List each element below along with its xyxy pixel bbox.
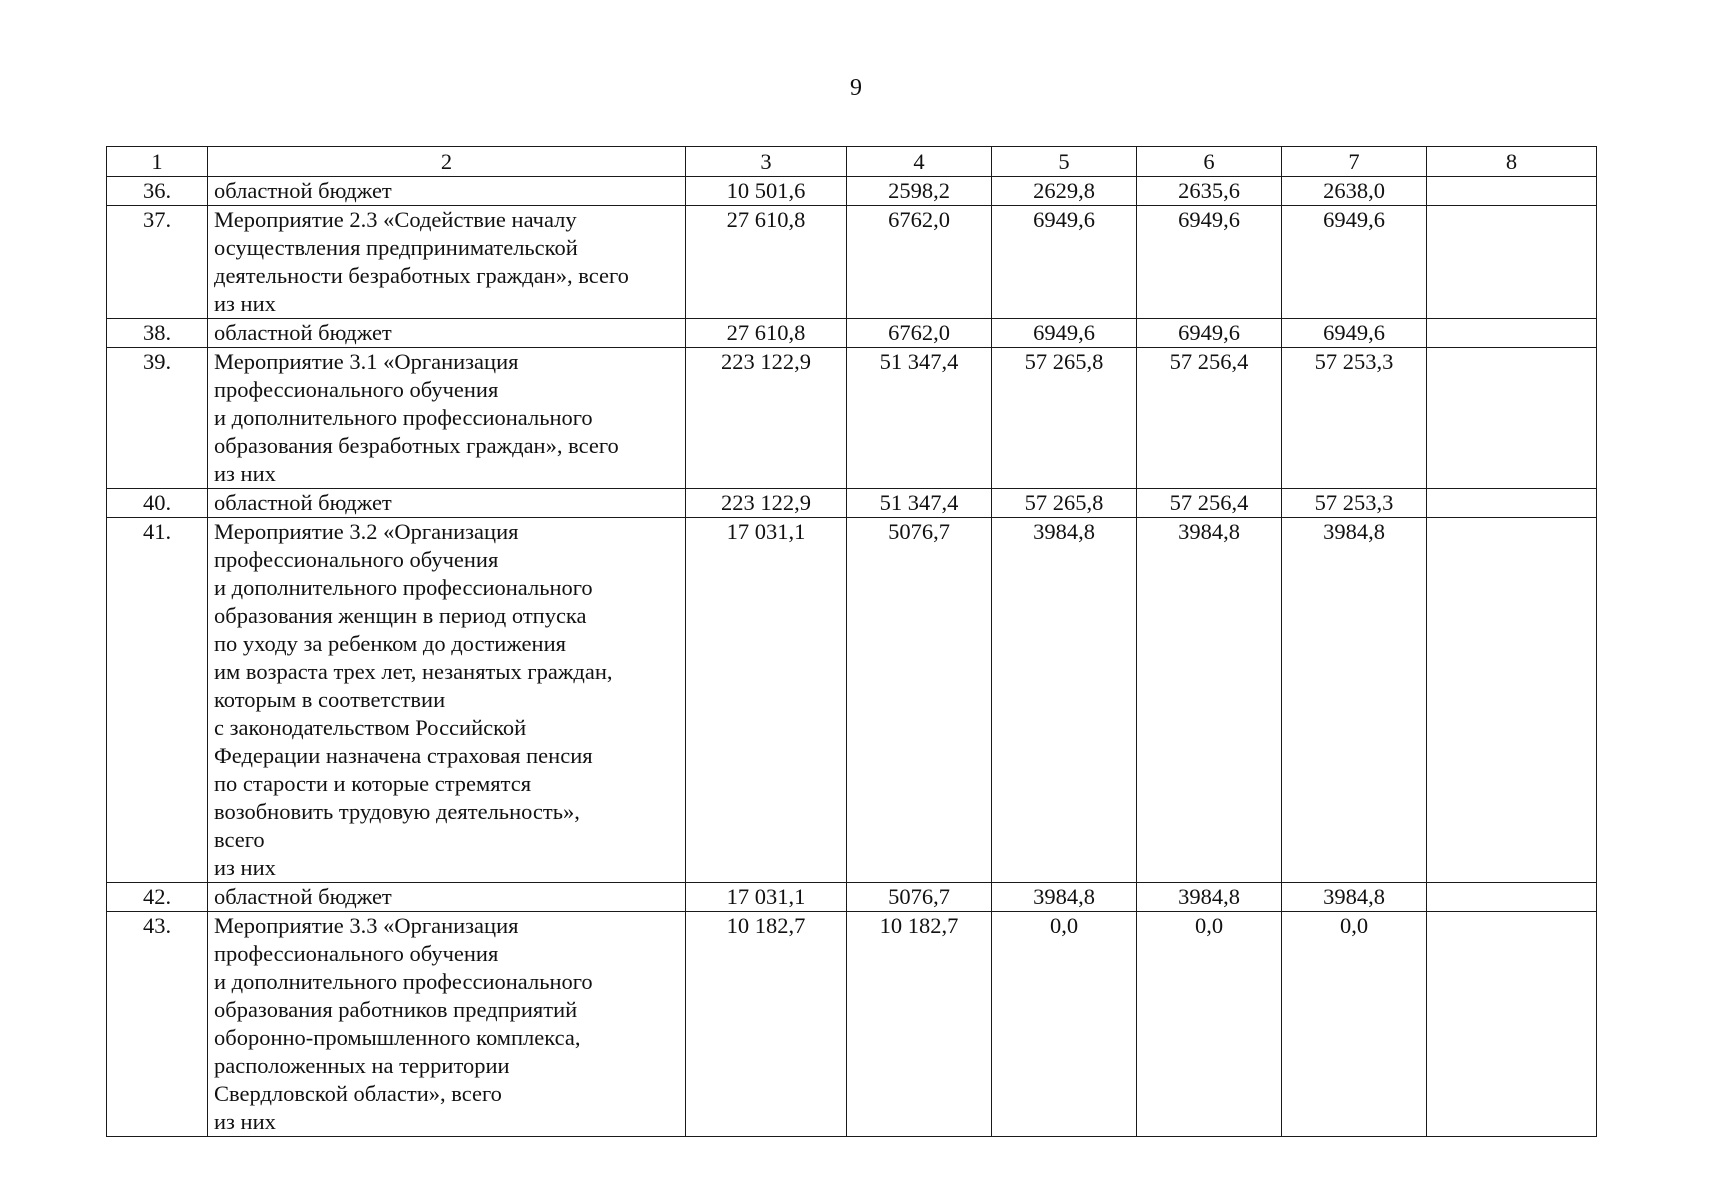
header-row bbox=[107, 147, 1597, 177]
value-cell-col-3: 17 031,1 bbox=[686, 883, 847, 912]
value-cell-col-6: 2635,6 bbox=[1137, 177, 1282, 206]
value-cell-col-6: 57 256,4 bbox=[1137, 489, 1282, 518]
value-cell-col-5: 3984,8 bbox=[992, 518, 1137, 883]
value-cell-col-8 bbox=[1427, 912, 1597, 1137]
value-cell-col-3: 223 122,9 bbox=[686, 489, 847, 518]
value-cell-col-4: 6762,0 bbox=[847, 206, 992, 319]
item-name-line: по уходу за ребенком до достижения bbox=[214, 631, 566, 656]
item-name-line: образования безработных граждан», всего bbox=[214, 433, 619, 458]
value-cell-col-7: 2638,0 bbox=[1282, 177, 1427, 206]
row-number-cell: 40. bbox=[107, 489, 208, 518]
item-name-cell bbox=[208, 489, 686, 518]
value-cell-col-5: 6949,6 bbox=[992, 319, 1137, 348]
item-name-line: Мероприятие 3.2 «Организация bbox=[214, 519, 519, 544]
item-name-cell bbox=[208, 319, 686, 348]
value-cell-col-3: 27 610,8 bbox=[686, 319, 847, 348]
item-name-line: которым в соответствии bbox=[214, 687, 446, 712]
item-name-line: образования женщин в период отпуска bbox=[214, 603, 587, 628]
item-name-line: из них bbox=[214, 1109, 276, 1134]
value-cell-col-6: 3984,8 bbox=[1137, 883, 1282, 912]
table-row bbox=[107, 912, 1597, 1137]
value-cell-col-6: 57 256,4 bbox=[1137, 348, 1282, 489]
value-cell-col-4: 10 182,7 bbox=[847, 912, 992, 1137]
item-name-line: из них bbox=[214, 461, 276, 486]
value-cell-col-5: 57 265,8 bbox=[992, 489, 1137, 518]
table-row bbox=[107, 518, 1597, 883]
column-header: 6 bbox=[1137, 147, 1282, 177]
item-name-line: областной бюджет bbox=[214, 490, 392, 515]
value-cell-col-4: 6762,0 bbox=[847, 319, 992, 348]
value-cell-col-7: 57 253,3 bbox=[1282, 489, 1427, 518]
value-cell-col-5: 6949,6 bbox=[992, 206, 1137, 319]
value-cell-col-4: 51 347,4 bbox=[847, 348, 992, 489]
row-number-cell: 37. bbox=[107, 206, 208, 319]
value-cell-col-5: 2629,8 bbox=[992, 177, 1137, 206]
value-cell-col-8 bbox=[1427, 489, 1597, 518]
row-number-cell: 42. bbox=[107, 883, 208, 912]
value-cell-col-3: 17 031,1 bbox=[686, 518, 847, 883]
item-name-line: деятельности безработных граждан», всего bbox=[214, 263, 629, 288]
row-number-cell: 36. bbox=[107, 177, 208, 206]
column-header: 1 bbox=[107, 147, 208, 177]
value-cell-col-7: 6949,6 bbox=[1282, 206, 1427, 319]
item-name-line: оборонно-промышленного комплекса, bbox=[214, 1025, 581, 1050]
value-cell-col-8 bbox=[1427, 177, 1597, 206]
value-cell-col-7: 3984,8 bbox=[1282, 518, 1427, 883]
budget-table bbox=[106, 146, 1597, 1137]
table-body bbox=[107, 177, 1597, 1137]
item-name-line: областной бюджет bbox=[214, 320, 392, 345]
value-cell-col-7: 6949,6 bbox=[1282, 319, 1427, 348]
item-name-cell bbox=[208, 912, 686, 1137]
value-cell-col-7: 3984,8 bbox=[1282, 883, 1427, 912]
column-header: 8 bbox=[1427, 147, 1597, 177]
column-header: 5 bbox=[992, 147, 1137, 177]
value-cell-col-6: 6949,6 bbox=[1137, 319, 1282, 348]
item-name-line: с законодательством Российской bbox=[214, 715, 527, 740]
page-number: 9 bbox=[850, 75, 862, 101]
row-number-cell: 39. bbox=[107, 348, 208, 489]
value-cell-col-4: 2598,2 bbox=[847, 177, 992, 206]
value-cell-col-3: 223 122,9 bbox=[686, 348, 847, 489]
value-cell-col-3: 27 610,8 bbox=[686, 206, 847, 319]
value-cell-col-3: 10 501,6 bbox=[686, 177, 847, 206]
value-cell-col-5: 0,0 bbox=[992, 912, 1137, 1137]
item-name-line: Мероприятие 3.3 «Организация bbox=[214, 913, 519, 938]
column-header: 3 bbox=[686, 147, 847, 177]
value-cell-col-8 bbox=[1427, 883, 1597, 912]
item-name-line: Федерации назначена страховая пенсия bbox=[214, 743, 593, 768]
item-name-line: из них bbox=[214, 291, 276, 316]
item-name-line: профессионального обучения bbox=[214, 547, 499, 572]
column-header: 7 bbox=[1282, 147, 1427, 177]
value-cell-col-7: 57 253,3 bbox=[1282, 348, 1427, 489]
value-cell-col-4: 51 347,4 bbox=[847, 489, 992, 518]
item-name-line: Свердловской области», всего bbox=[214, 1081, 502, 1106]
row-number-cell: 41. bbox=[107, 518, 208, 883]
row-number-cell: 43. bbox=[107, 912, 208, 1137]
value-cell-col-8 bbox=[1427, 348, 1597, 489]
value-cell-col-8 bbox=[1427, 319, 1597, 348]
item-name-line: из них bbox=[214, 855, 276, 880]
item-name-line: и дополнительного профессионального bbox=[214, 969, 593, 994]
value-cell-col-6: 6949,6 bbox=[1137, 206, 1282, 319]
value-cell-col-5: 57 265,8 bbox=[992, 348, 1137, 489]
item-name-line: профессионального обучения bbox=[214, 377, 499, 402]
item-name-line: им возраста трех лет, незанятых граждан, bbox=[214, 659, 613, 684]
item-name-cell bbox=[208, 518, 686, 883]
item-name-line: и дополнительного профессионального bbox=[214, 405, 593, 430]
value-cell-col-6: 3984,8 bbox=[1137, 518, 1282, 883]
value-cell-col-7: 0,0 bbox=[1282, 912, 1427, 1137]
item-name-line: областной бюджет bbox=[214, 884, 392, 909]
item-name-line: Мероприятие 2.3 «Содействие началу bbox=[214, 207, 577, 232]
item-name-line: по старости и которые стремятся bbox=[214, 771, 532, 796]
item-name-line: расположенных на территории bbox=[214, 1053, 510, 1078]
table-row bbox=[107, 206, 1597, 319]
value-cell-col-6: 0,0 bbox=[1137, 912, 1282, 1137]
row-number-cell: 38. bbox=[107, 319, 208, 348]
column-header: 4 bbox=[847, 147, 992, 177]
item-name-cell bbox=[208, 206, 686, 319]
table-row bbox=[107, 489, 1597, 518]
value-cell-col-8 bbox=[1427, 518, 1597, 883]
value-cell-col-3: 10 182,7 bbox=[686, 912, 847, 1137]
table-row bbox=[107, 348, 1597, 489]
item-name-cell bbox=[208, 348, 686, 489]
item-name-line: Мероприятие 3.1 «Организация bbox=[214, 349, 519, 374]
table-row bbox=[107, 177, 1597, 206]
item-name-line: возобновить трудовую деятельность», bbox=[214, 799, 580, 824]
value-cell-col-4: 5076,7 bbox=[847, 883, 992, 912]
column-header: 2 bbox=[208, 147, 686, 177]
table-row bbox=[107, 319, 1597, 348]
item-name-line: всего bbox=[214, 827, 265, 852]
item-name-line: осуществления предпринимательской bbox=[214, 235, 578, 260]
item-name-cell bbox=[208, 177, 686, 206]
item-name-cell bbox=[208, 883, 686, 912]
item-name-line: областной бюджет bbox=[214, 178, 392, 203]
table-row bbox=[107, 883, 1597, 912]
item-name-line: образования работников предприятий bbox=[214, 997, 578, 1022]
value-cell-col-4: 5076,7 bbox=[847, 518, 992, 883]
item-name-line: и дополнительного профессионального bbox=[214, 575, 593, 600]
value-cell-col-5: 3984,8 bbox=[992, 883, 1137, 912]
item-name-line: профессионального обучения bbox=[214, 941, 499, 966]
value-cell-col-8 bbox=[1427, 206, 1597, 319]
